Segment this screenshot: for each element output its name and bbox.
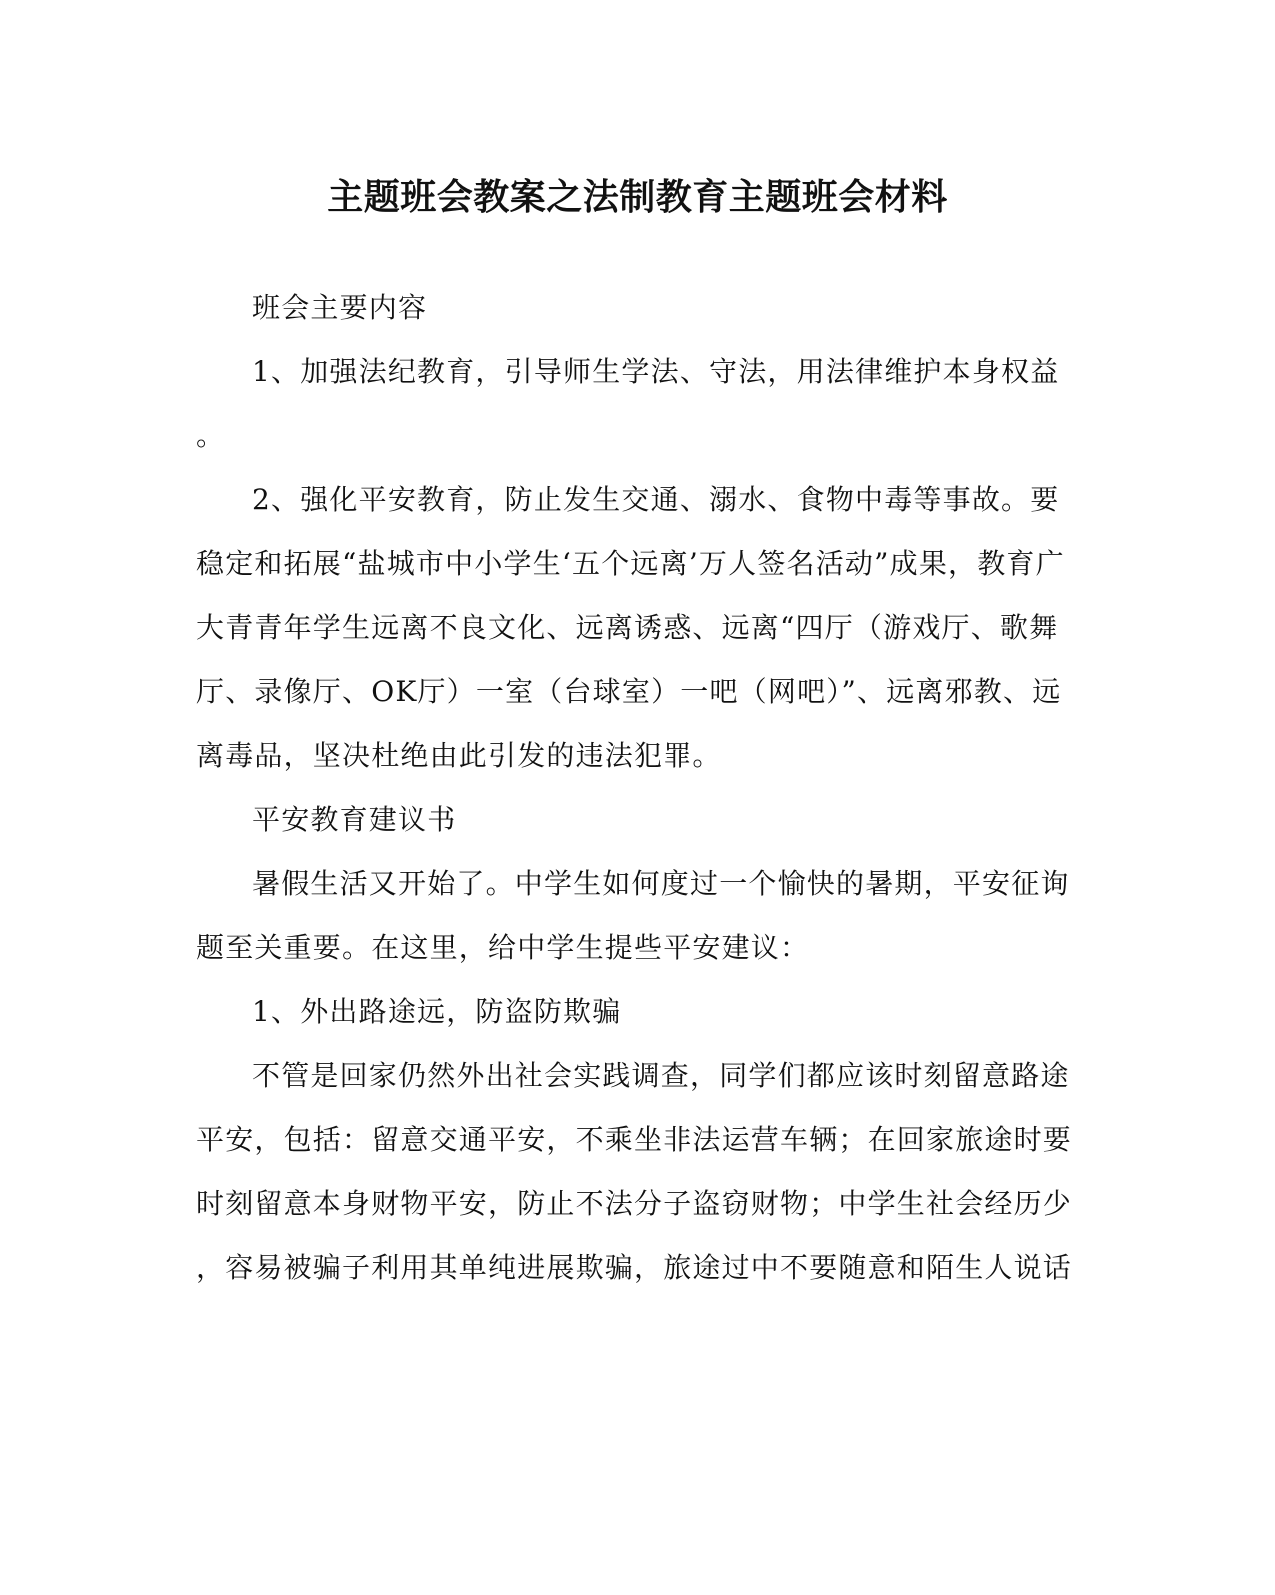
paragraph-line: 稳定和拓展“盐城市中小学生‘五个远离’万人签名活动”成果，教育广 bbox=[196, 547, 1065, 580]
paragraph-line: 厅、录像厅、OK厅）一室（台球室）一吧（网吧）”、远离邪教、远 bbox=[196, 675, 1062, 708]
paragraph-line: 2、强化平安教育，防止发生交通、溺水、食物中毒等事故。要 bbox=[252, 483, 1060, 516]
section-heading-safety-proposal: 平安教育建议书 bbox=[252, 803, 457, 836]
paragraph-line: 暑假生活又开始了。中学生如何度过一个愉快的暑期，平安征询 bbox=[252, 867, 1070, 900]
paragraph-line: ，容易被骗子利用其单纯进展欺骗，旅途过中不要随意和陌生人说话 bbox=[196, 1251, 1073, 1284]
paragraph-line: 不管是回家仍然外出社会实践调查，同学们都应该时刻留意路途 bbox=[252, 1059, 1070, 1092]
paragraph-line: 。 bbox=[196, 419, 226, 452]
paragraph-line: 大青青年学生远离不良文化、远离诱惑、远离“四厅（游戏厅、歌舞 bbox=[196, 611, 1059, 644]
paragraph-line: 离毒品，坚决杜绝由此引发的违法犯罪。 bbox=[196, 739, 722, 772]
document-title: 主题班会教案之法制教育主题班会材料 bbox=[327, 176, 948, 218]
section-heading-class-meeting-content: 班会主要内容 bbox=[252, 291, 428, 324]
paragraph-line: 题至关重要。在这里，给中学生提些平安建议： bbox=[196, 931, 810, 964]
paragraph-line: 时刻留意本身财物平安，防止不法分子盗窃财物；中学生社会经历少 bbox=[196, 1187, 1073, 1220]
paragraph-line: 1、加强法纪教育，引导师生学法、守法，用法律维护本身权益 bbox=[252, 355, 1060, 388]
list-item-heading: 1、外出路途远，防盗防欺骗 bbox=[252, 995, 622, 1028]
paragraph-line: 平安，包括：留意交通平安，不乘坐非法运营车辆；在回家旅途时要 bbox=[196, 1123, 1073, 1156]
